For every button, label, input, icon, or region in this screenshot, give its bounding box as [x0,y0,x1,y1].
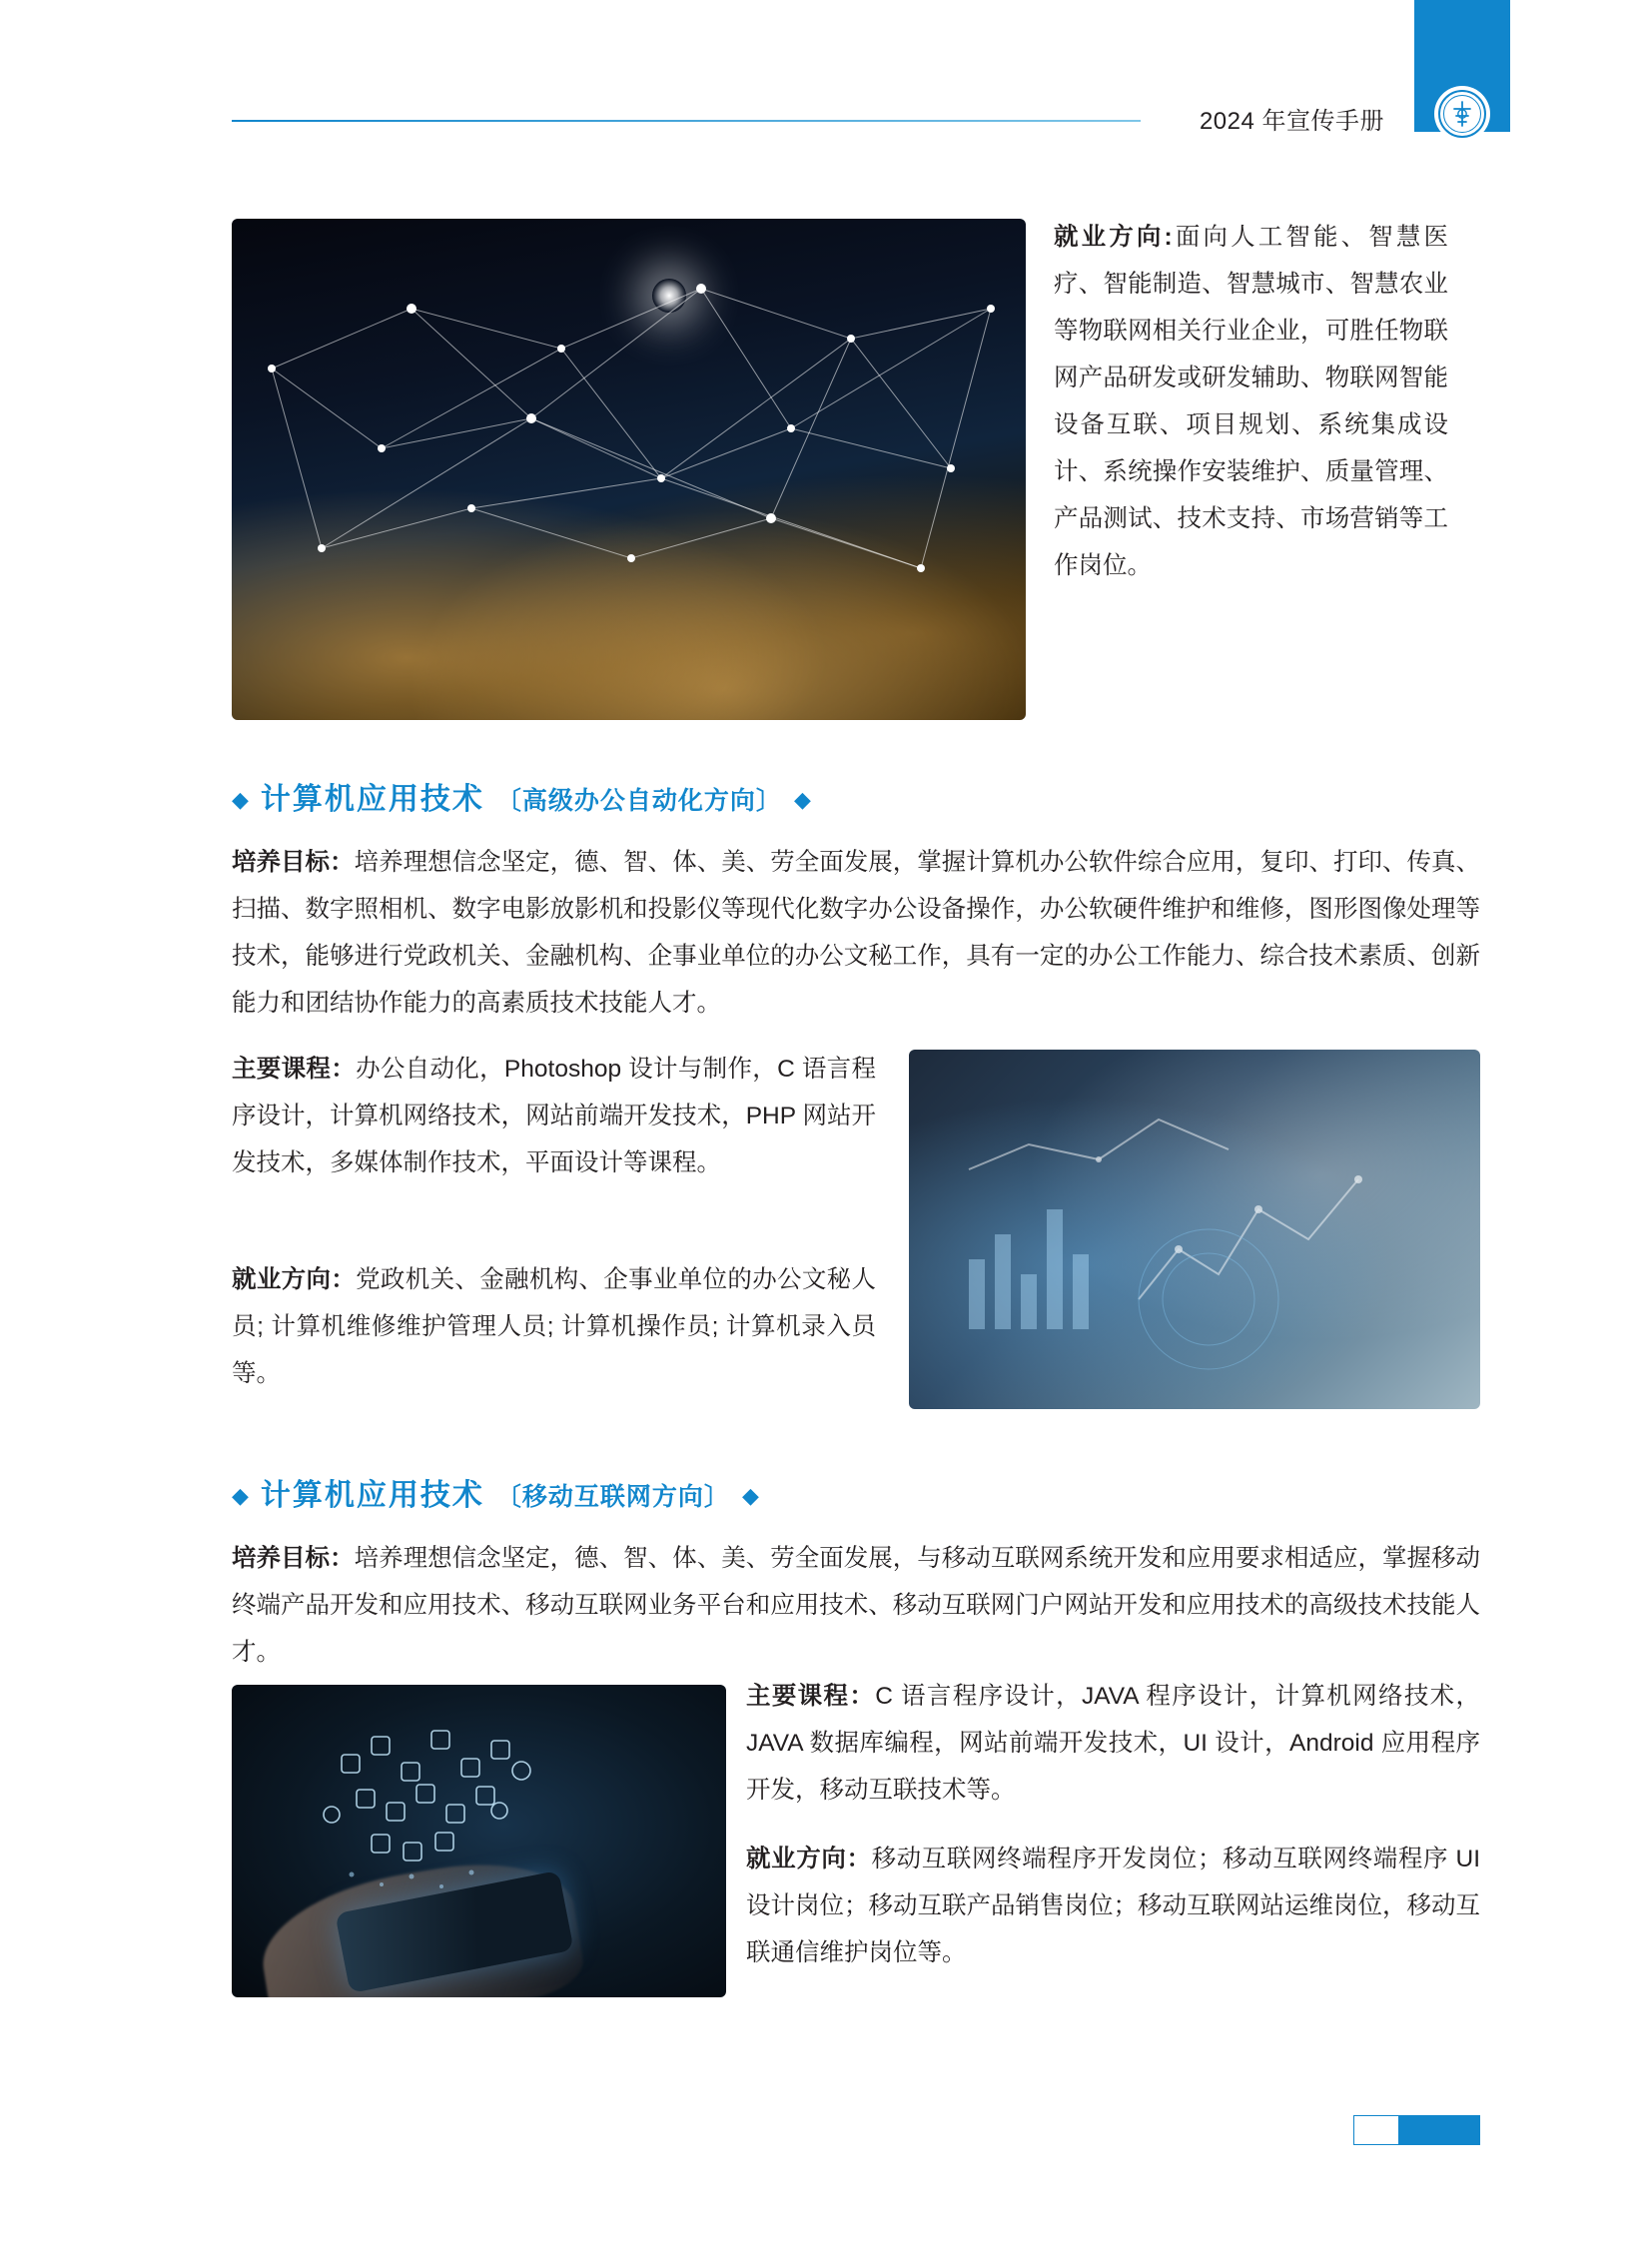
section-heading-sub: 〔移动互联网方向〕 [495,1483,730,1511]
office-employment-label: 就业方向： [232,1266,357,1293]
section-heading-office-automation [232,774,811,818]
footer-accent-bar [1353,2115,1480,2145]
top-employment-paragraph [1054,214,1448,589]
section-heading-main: 计算机应用技术 [260,783,484,816]
header-divider-rule [232,120,1141,122]
office-courses-text: 办公自动化，Photoshop 设计与制作，C 语言程序设计，计算机网络技术，网站前端开发技术，PHP 网站开发技术，多媒体制作技术，平面设计等课程。 [232,1056,876,1176]
office-courses-label: 主要课程： [232,1056,357,1083]
office-goal-text: 培养理想信念坚定，德、智、体、美、劳全面发展，掌握计算机办公软件综合应用，复印、打印、传真、扫描、数字照相机、数字电影放影机和投影仪等现代化数字办公设备操作，办公软硬件维护和维修，图形图像处理等技术，能够进行党政机关、金融机构、企事业单位的办公文秘工作，具有一定的办公工作能力、综合技术素质、创新能力和团结协作能力的高素质技术技能人才。 [232,849,1481,1017]
office-employment-text: 党政机关、金融机构、企事业单位的办公文秘人员; 计算机维修维护管理人员; 计算机操作员; 计算机录入员等。 [232,1266,877,1387]
mobile-courses-label: 主要课程： [746,1683,876,1710]
diamond-left-icon: ◆ [232,787,249,812]
page-title: 2024 年宣传手册 [1199,108,1384,135]
mobile-courses-paragraph [746,1673,1480,1814]
mobile-phone-apps-photo [232,1685,726,1997]
mobile-employment-text: 移动互联网终端程序开发岗位；移动互联网终端程序 UI 设计岗位；移动互联产品销售岗位；移动互联网站运维岗位，移动互联通信维护岗位等。 [746,1846,1481,1966]
section-heading-sub: 〔高级办公自动化方向〕 [495,787,782,815]
mobile-goal-paragraph [232,1535,1480,1676]
mobile-employment-paragraph [746,1836,1480,1976]
office-goal-paragraph [232,839,1480,1027]
diamond-right-icon: ◆ [793,787,811,812]
smart-city-network-photo [232,219,1026,720]
top-employment-label: 就业方向: [1054,224,1173,251]
office-goal-label: 培养目标： [232,849,355,876]
section-heading-mobile-internet [232,1470,759,1514]
office-employment-paragraph [232,1256,876,1397]
office-courses-paragraph [232,1046,876,1186]
top-employment-text: 面向人工智能、智慧医疗、智能制造、智慧城市、智慧农业等物联网相关行业企业，可胜任物联网产品研发或研发辅助、物联网智能设备互联、项目规划、系统集成设计、系统操作安装维护、质量管理、产品测试、技术支持、市场营销等工作岗位。 [1054,224,1448,579]
footer-bar-outline [1353,2115,1399,2145]
diamond-right-icon: ◆ [741,1483,759,1508]
mobile-employment-label: 就业方向： [746,1846,872,1872]
footer-bar-fill [1399,2115,1480,2145]
mobile-goal-label: 培养目标： [232,1545,355,1572]
header-accent-badge [1414,0,1510,132]
office-business-data-photo [909,1050,1480,1409]
mobile-goal-text: 培养理想信念坚定，德、智、体、美、劳全面发展，与移动互联网系统开发和应用要求相适应，掌握移动终端产品开发和应用技术、移动互联网业务平台和应用技术、移动互联网门户网站开发和应用技术的高级技术技能人才。 [232,1545,1481,1666]
school-emblem-icon [1434,86,1490,142]
diamond-left-icon: ◆ [232,1483,249,1508]
section-heading-main: 计算机应用技术 [260,1479,484,1512]
mobile-courses-text: C 语言程序设计，JAVA 程序设计，计算机网络技术，JAVA 数据库编程，网站前端开发技术，UI 设计，Android 应用程序开发，移动互联技术等。 [746,1683,1481,1804]
